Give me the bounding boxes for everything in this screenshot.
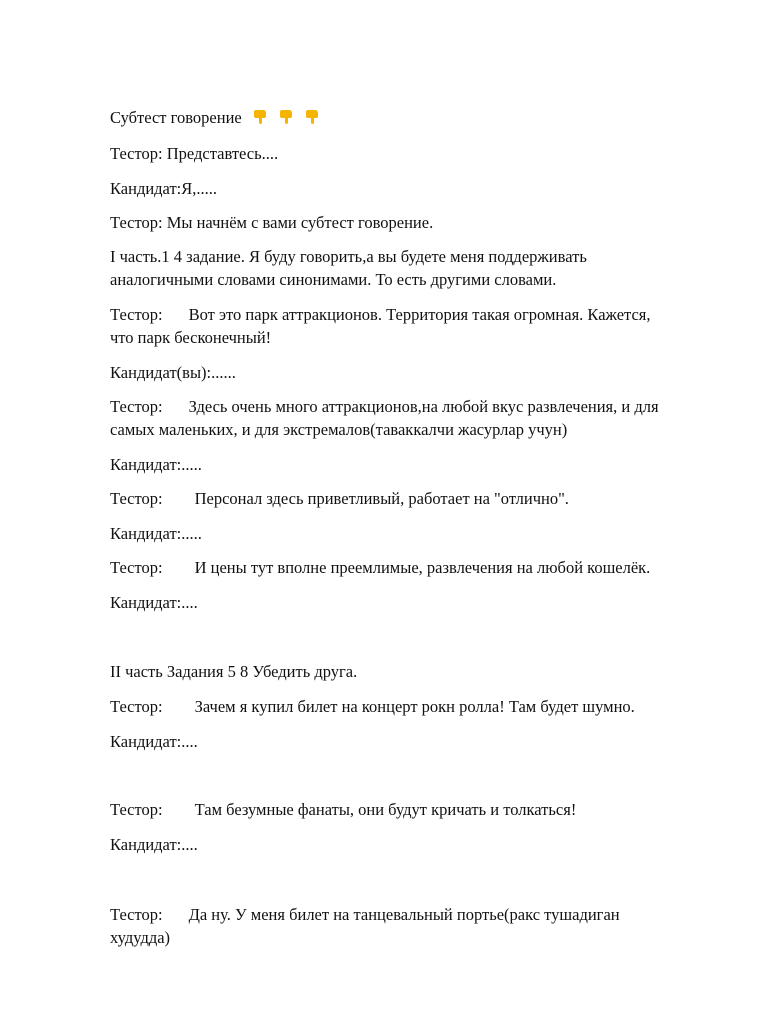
speaker-label: Тестор: bbox=[110, 800, 163, 819]
task-instruction-line: аналогичными словами синонимами. То есть другими словами. bbox=[110, 270, 557, 289]
dialogue-line: Кандидат(вы):...... bbox=[110, 363, 236, 382]
dialogue-text: Представтесь.... bbox=[166, 144, 279, 163]
speaker-label: Тестор: bbox=[110, 697, 163, 716]
dialogue-text: И цены тут вполне преемлимые, развлечения на любой кошелёк. bbox=[194, 558, 651, 577]
dialogue-text: Там безумные фанаты, они будут кричать и толкаться! bbox=[194, 800, 577, 819]
speaker-label: Тестор: bbox=[110, 305, 163, 324]
dialogue-line bbox=[110, 303, 710, 326]
dialogue-text: Зачем я купил билет на концерт рокн ролла! Там будет шумно. bbox=[194, 697, 635, 716]
dialogue-line bbox=[110, 142, 710, 165]
dialogue-text: Вот это парк аттракционов. Территория такая огромная. Кажется, bbox=[188, 305, 651, 324]
dialogue-line: Кандидат:.... bbox=[110, 835, 198, 854]
dialogue-text: Персонал здесь приветливый, работает на "отлично". bbox=[194, 489, 569, 508]
dialogue-line: Кандидат:Я,..... bbox=[110, 179, 218, 198]
dialogue-line: Кандидат:..... bbox=[110, 524, 202, 543]
dialogue-continuation: что парк бесконечный! bbox=[110, 328, 272, 347]
dialogue-line bbox=[110, 798, 710, 821]
dialogue-line bbox=[110, 487, 710, 510]
speaker-label: Тестор: bbox=[110, 489, 163, 508]
pointing-down-hand-icon bbox=[304, 110, 320, 124]
speaker-label: Тестор: bbox=[110, 558, 163, 577]
speaker-label: Тестор: bbox=[110, 144, 163, 163]
dialogue-line: Кандидат:.... bbox=[110, 732, 198, 751]
dialogue-line: Тестор: Мы начнём с вами субтест говорение. bbox=[110, 213, 434, 232]
dialogue-continuation: самых маленьких, и для экстремалов(таваккалчи жасурлар учун) bbox=[110, 420, 568, 439]
dialogue-continuation: худудда) bbox=[110, 928, 171, 947]
dialogue-line bbox=[110, 903, 710, 926]
pointing-down-hand-icon bbox=[252, 110, 268, 124]
speaker-label: Тестор: bbox=[110, 397, 163, 416]
pointing-down-hand-icon bbox=[278, 110, 294, 124]
dialogue-text: Да ну. У меня билет на танцевальный портье(ракс тушадиган bbox=[188, 905, 620, 924]
document-title: Субтест говорение bbox=[110, 108, 242, 127]
section-heading: II часть Задания 5 8 Убедить друга. bbox=[110, 662, 358, 681]
dialogue-line bbox=[110, 556, 710, 579]
dialogue-line bbox=[110, 395, 710, 418]
dialogue-line: Кандидат:..... bbox=[110, 455, 202, 474]
speaker-label: Тестор: bbox=[110, 905, 163, 924]
dialogue-text: Здесь очень много аттракционов,на любой вкус развлечения, и для bbox=[188, 397, 659, 416]
dialogue-line: Кандидат:.... bbox=[110, 593, 198, 612]
task-instruction-line: I часть.1 4 задание. Я буду говорить,а вы будете меня поддерживать bbox=[110, 247, 587, 266]
dialogue-line bbox=[110, 695, 710, 718]
title-line bbox=[110, 106, 710, 129]
